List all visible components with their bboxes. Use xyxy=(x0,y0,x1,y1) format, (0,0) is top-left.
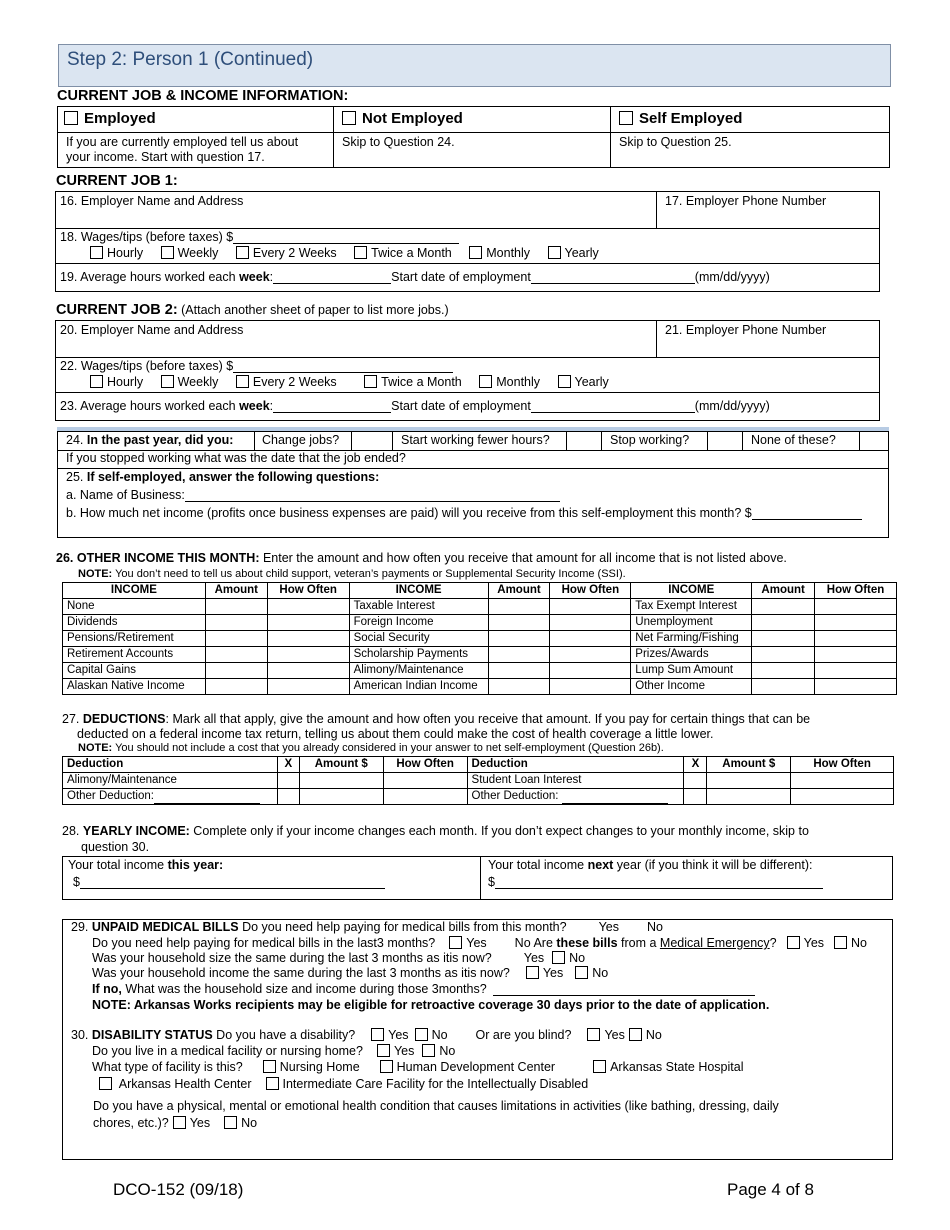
job2-every2weeks-checkbox[interactable] xyxy=(236,375,249,388)
deductions-table xyxy=(62,756,894,805)
disability-yes-checkbox[interactable] xyxy=(371,1028,384,1041)
table-header-row: Deduction X Amount $ How Often Deduction X Amount $ How Often xyxy=(63,757,894,773)
q24-none-field[interactable] xyxy=(861,433,887,449)
table-header-row: INCOME Amount How Often INCOME Amount How Often INCOME Amount How Often xyxy=(63,583,897,599)
q29-household-size: Was your household size the same during the last 3 months as itis now? Yes No xyxy=(92,951,586,965)
step-header xyxy=(58,44,891,87)
q29-q30-box xyxy=(62,919,893,1160)
employment-status-box xyxy=(57,106,890,168)
employer2-name-field[interactable] xyxy=(60,340,650,356)
q19-hours: 19. Average hours worked each week: Start date of employment (mm/dd/yyyy) xyxy=(60,270,770,284)
limitations-no-checkbox[interactable] xyxy=(224,1116,237,1129)
job2-box xyxy=(55,320,880,421)
table-row: Pensions/Retirement Social Security Net Farming/Fishing xyxy=(63,631,897,647)
table-row: None Taxable Interest Tax Exempt Interest xyxy=(63,599,897,615)
q21-label: 21. Employer Phone Number xyxy=(665,323,827,337)
q24-stop-working-field[interactable] xyxy=(709,433,741,449)
q30-limitations: Do you have a physical, mental or emotional health condition that causes limitations in activities (like bathing, dressing, daily xyxy=(93,1099,779,1113)
section-title-job2: CURRENT JOB 2: (Attach another sheet of paper to list more jobs.) xyxy=(56,302,449,318)
q29-last3months: Do you need help paying for medical bills in the last3 months? Yes No Are these bills from a Medical Emergency? Yes No xyxy=(92,936,868,950)
wages2-field[interactable] xyxy=(233,360,453,373)
job1-every2weeks-checkbox[interactable] xyxy=(236,246,249,259)
job1-box xyxy=(55,191,880,292)
q22-wages: 22. Wages/tips (before taxes) $ xyxy=(60,359,453,373)
q29-last3-yes-checkbox[interactable] xyxy=(449,936,462,949)
income-no-checkbox[interactable] xyxy=(575,966,588,979)
nursing-home-checkbox[interactable] xyxy=(263,1060,276,1073)
step-title: Step 2: Person 1 (Continued) xyxy=(67,49,314,70)
q29-yes[interactable]: Yes xyxy=(598,920,619,934)
q29-heading: 29. UNPAID MEDICAL BILLS Do you need help paying for medical bills from this month? Yes No xyxy=(71,920,663,934)
this-year-field[interactable] xyxy=(80,876,385,889)
job1-weekly-checkbox[interactable] xyxy=(161,246,174,259)
job1-yearly-checkbox[interactable] xyxy=(548,246,561,259)
q30-facility-type: What type of facility is this? Nursing Home Human Development Center Arkansas State Hospital xyxy=(92,1060,744,1074)
this-year-label: Your total income this year: xyxy=(68,858,224,872)
size-no-checkbox[interactable] xyxy=(552,951,565,964)
job2-weekly-checkbox[interactable] xyxy=(161,375,174,388)
limitations-yes-checkbox[interactable] xyxy=(173,1116,186,1129)
table-row: Retirement Accounts Scholarship Payments Prizes/Awards xyxy=(63,647,897,663)
employer1-name-field[interactable] xyxy=(60,211,650,227)
q25-label: 25. If self-employed, answer the following questions: xyxy=(66,470,380,484)
q28-heading: 28. YEARLY INCOME: Complete only if your income changes each month. If you don’t expect changes to your monthly income, skip to question 30. xyxy=(62,824,809,854)
q27-heading: 27. DEDUCTIONS: Mark all that apply, give the amount and how often you receive that amount. If you pay for certain things that can be deducted on a federal income tax return, telling us about them could make the cost of health coverage a little lower. xyxy=(62,712,811,741)
blind-no-checkbox[interactable] xyxy=(629,1028,642,1041)
table-row: Alaskan Native Income American Indian Income Other Income xyxy=(63,679,897,695)
employed-option[interactable]: Employed xyxy=(64,110,156,127)
state-hospital-checkbox[interactable] xyxy=(593,1060,606,1073)
q23-hours: 23. Average hours worked each week: Start date of employment (mm/dd/yyyy) xyxy=(60,399,770,413)
self-employed-option[interactable]: Self Employed xyxy=(619,110,742,127)
not-employed-instructions: Skip to Question 24. xyxy=(342,135,455,149)
job2-yearly-checkbox[interactable] xyxy=(558,375,571,388)
job1-frequency: Hourly Weekly Every 2 Weeks Twice a Month Monthly Yearly xyxy=(90,246,599,260)
q27-note: NOTE: You should not include a cost that you already considered in your answer to net self-employment (Question 26b). xyxy=(78,742,664,754)
q29-if-no: If no, What was the household size and income during those 3months? xyxy=(92,982,755,996)
job1-monthly-checkbox[interactable] xyxy=(469,246,482,259)
q29-no[interactable]: No xyxy=(646,920,663,934)
q25-business-name: a. Name of Business: xyxy=(66,488,560,502)
q29-note: NOTE: Arkansas Works recipients may be eligible for retroactive coverage 30 days prior to the date of application. xyxy=(92,998,770,1012)
q24-none: None of these? xyxy=(751,433,836,447)
q16-label: 16. Employer Name and Address xyxy=(60,194,244,208)
self-employed-instructions: Skip to Question 25. xyxy=(619,135,732,149)
q30-heading: 30. DISABILITY STATUS Do you have a disability? Yes No Or are you blind? Yes No xyxy=(71,1028,662,1042)
q24-stopped-date: If you stopped working what was the date that the job ended? xyxy=(66,451,406,465)
q24-q25-box xyxy=(57,431,889,538)
wages1-field[interactable] xyxy=(233,231,459,244)
q24-change-jobs-field[interactable] xyxy=(353,433,391,449)
next-year-amount: $ xyxy=(488,875,823,889)
icf-checkbox[interactable] xyxy=(266,1077,279,1090)
q29-household-income: Was your household income the same during the last 3 months as itis now? Yes No xyxy=(92,966,609,980)
yearly-income-box xyxy=(62,856,893,900)
job2-hourly-checkbox[interactable] xyxy=(90,375,103,388)
hours2-field[interactable] xyxy=(273,400,391,413)
q20-label: 20. Employer Name and Address xyxy=(60,323,244,337)
start-date1-field[interactable] xyxy=(531,271,695,284)
table-row: Alimony/Maintenance Student Loan Interest xyxy=(63,773,894,789)
job2-twicemonth-checkbox[interactable] xyxy=(364,375,377,388)
table-row: Capital Gains Alimony/Maintenance Lump Sum Amount xyxy=(63,663,897,679)
other-deduction-right-field[interactable] xyxy=(562,793,668,804)
not-employed-checkbox[interactable] xyxy=(342,111,356,125)
q26-note: NOTE: You don’t need to tell us about child support, veteran’s payments or Supplemental Security Income (SSI). xyxy=(78,568,626,580)
this-year-amount: $ xyxy=(73,875,385,889)
facility-yes-checkbox[interactable] xyxy=(377,1044,390,1057)
next-year-label: Your total income next year (if you think it will be different): xyxy=(488,858,813,872)
income-yes-checkbox[interactable] xyxy=(526,966,539,979)
section-title-current-job-income: CURRENT JOB & INCOME INFORMATION: xyxy=(57,88,349,104)
next-year-field[interactable] xyxy=(495,876,823,889)
start-date2-field[interactable] xyxy=(531,400,695,413)
table-row: Other Deduction: Other Deduction: xyxy=(63,789,894,805)
page-number: Page 4 of 8 xyxy=(727,1180,814,1199)
q25-net-income: b. How much net income (profits once business expenses are paid) will you receive from this self-employment this month? $ xyxy=(66,506,862,520)
q30-limitations-2: chores, etc.)? Yes No xyxy=(93,1116,258,1130)
emergency-yes-checkbox[interactable] xyxy=(787,936,800,949)
blind-yes-checkbox[interactable] xyxy=(587,1028,600,1041)
q17-label: 17. Employer Phone Number xyxy=(665,194,827,208)
q24-label: 24. In the past year, did you: xyxy=(66,433,234,447)
job2-monthly-checkbox[interactable] xyxy=(479,375,492,388)
emergency-no-checkbox[interactable] xyxy=(834,936,847,949)
q26-heading: 26. OTHER INCOME THIS MONTH: Enter the amount and how often you receive that amount for all income that is not listed above. xyxy=(56,551,787,565)
disability-no-checkbox[interactable] xyxy=(415,1028,428,1041)
facility-no-checkbox[interactable] xyxy=(422,1044,435,1057)
job1-hourly-checkbox[interactable] xyxy=(90,246,103,259)
employed-instructions: If you are currently employed tell us about your income. Start with question 17. xyxy=(66,135,299,164)
size-income-field[interactable] xyxy=(493,983,755,996)
other-deduction-left-field[interactable] xyxy=(154,793,260,804)
form-id: DCO-152 (09/18) xyxy=(113,1180,244,1199)
hdc-checkbox[interactable] xyxy=(380,1060,393,1073)
self-employed-checkbox[interactable] xyxy=(619,111,633,125)
q24-fewer-hours: Start working fewer hours? xyxy=(401,433,550,447)
table-row: Dividends Foreign Income Unemployment xyxy=(63,615,897,631)
health-center-checkbox[interactable] xyxy=(99,1077,112,1090)
other-income-table xyxy=(62,582,897,695)
q24-fewer-hours-field[interactable] xyxy=(568,433,600,449)
q24-stop-working: Stop working? xyxy=(610,433,690,447)
q30-facility-type-2: Arkansas Health Center Intermediate Care Facility for the Intellectually Disabled xyxy=(99,1077,588,1091)
employed-checkbox[interactable] xyxy=(64,111,78,125)
q30-facility: Do you live in a medical facility or nursing home? Yes No xyxy=(92,1044,456,1058)
net-income-field[interactable] xyxy=(752,507,862,520)
hours1-field[interactable] xyxy=(273,271,391,284)
not-employed-option[interactable]: Not Employed xyxy=(342,110,463,127)
job1-twicemonth-checkbox[interactable] xyxy=(354,246,367,259)
q24-change-jobs: Change jobs? xyxy=(262,433,340,447)
job2-frequency: Hourly Weekly Every 2 Weeks Twice a Month Monthly Yearly xyxy=(90,375,609,389)
q18-wages: 18. Wages/tips (before taxes) $ xyxy=(60,230,459,244)
section-title-job1: CURRENT JOB 1: xyxy=(56,173,178,189)
business-name-field[interactable] xyxy=(185,489,560,502)
